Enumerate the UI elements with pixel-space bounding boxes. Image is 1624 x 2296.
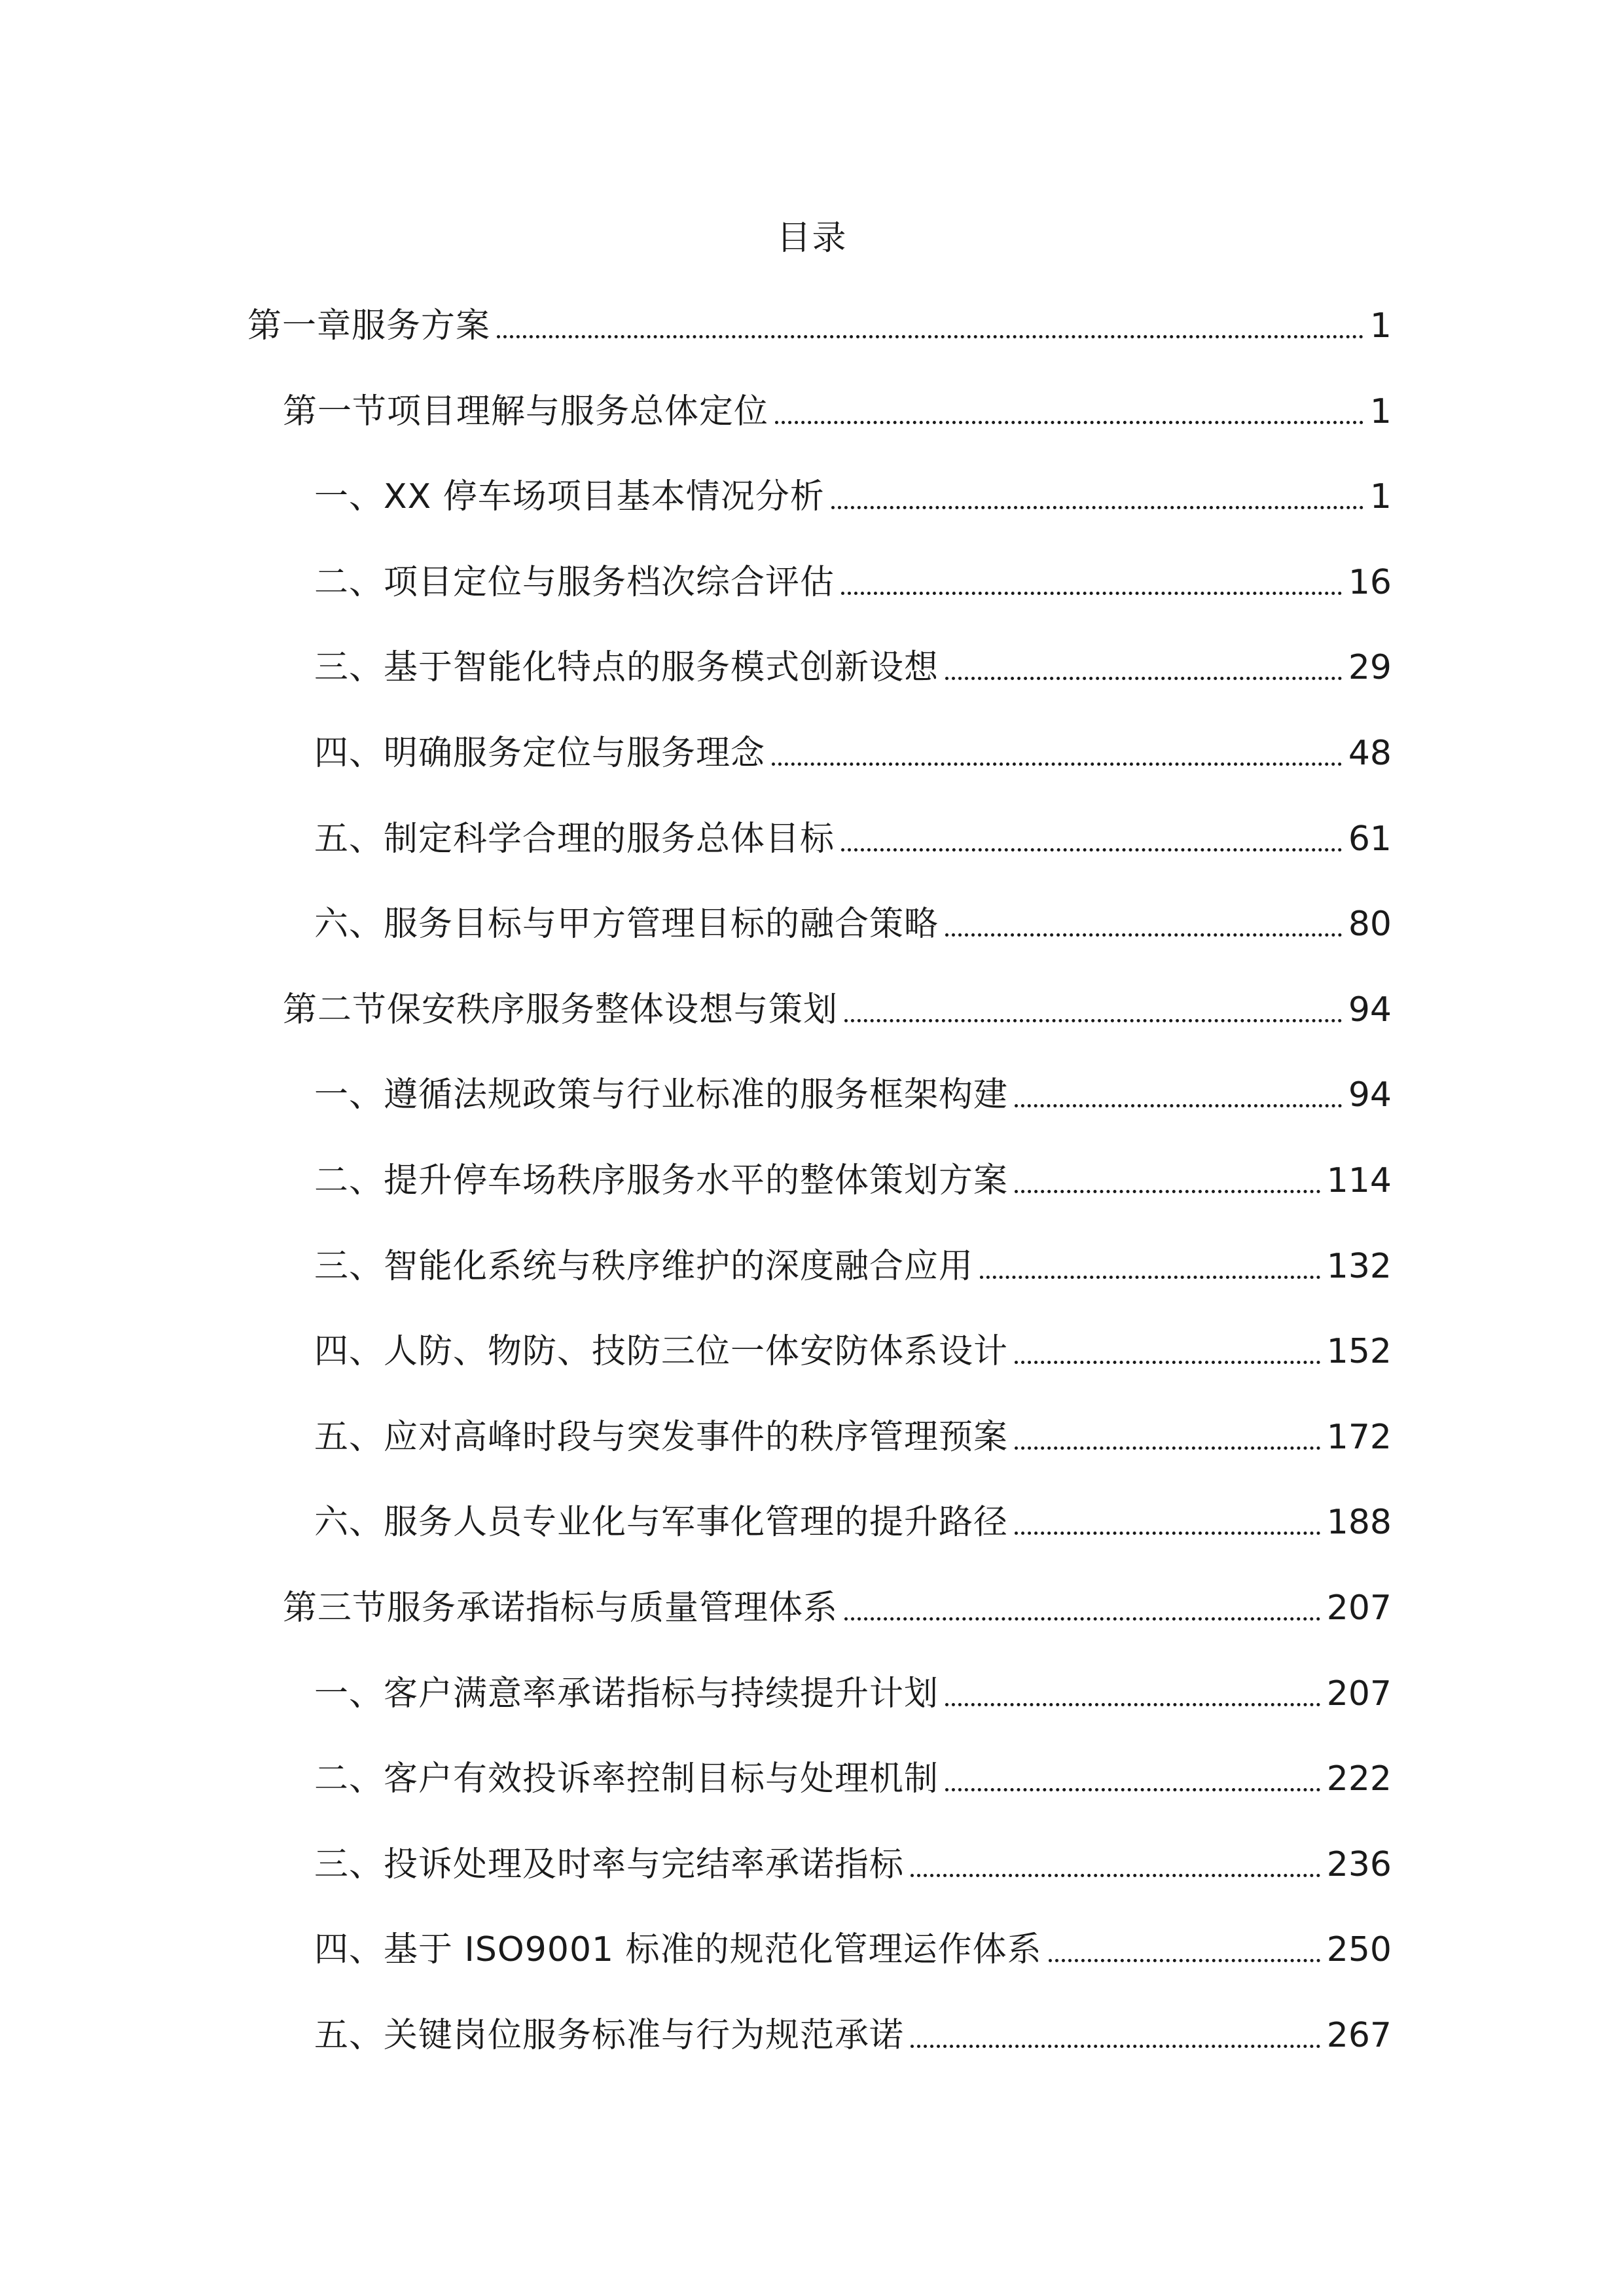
- toc-entry-label: 五、制定科学合理的服务总体目标: [314, 819, 835, 859]
- toc-page-number: 114: [1326, 1161, 1392, 1200]
- toc-dot-leader: [775, 421, 1363, 424]
- toc-section-entry[interactable]: [283, 1581, 1392, 1636]
- toc-subsection-entry[interactable]: [314, 1153, 1392, 1208]
- toc-entry-label: 三、智能化系统与秩序维护的深度融合应用: [314, 1247, 974, 1286]
- toc-entry-label: 一、遵循法规政策与行业标准的服务框架构建: [314, 1075, 1009, 1115]
- toc-page-number: 1: [1369, 306, 1392, 346]
- toc-dot-leader: [831, 506, 1363, 509]
- toc-dot-leader: [945, 933, 1342, 937]
- toc-dot-leader: [945, 677, 1342, 680]
- toc-entry-label: 六、服务目标与甲方管理目标的融合策略: [314, 905, 939, 944]
- toc-chapter-entry[interactable]: [247, 298, 1392, 353]
- toc-page-number: 207: [1326, 1588, 1392, 1628]
- toc-page-number: 172: [1326, 1418, 1392, 1457]
- toc-entry-label: 二、提升停车场秩序服务水平的整体策划方案: [314, 1161, 1009, 1200]
- toc-page-number: 48: [1348, 734, 1392, 773]
- toc-subsection-entry[interactable]: [314, 897, 1392, 952]
- toc-dot-leader: [1015, 1104, 1342, 1107]
- toc-entry-label: 一、XX 停车场项目基本情况分析: [314, 477, 825, 516]
- toc-section-entry[interactable]: [283, 982, 1392, 1037]
- toc-entry-label: 第一节项目理解与服务总体定位: [283, 392, 769, 431]
- toc-page-number: 132: [1326, 1247, 1392, 1286]
- toc-dot-leader: [497, 335, 1363, 338]
- toc-page-number: 1: [1369, 477, 1392, 516]
- toc-entry-label: 四、明确服务定位与服务理念: [314, 734, 766, 773]
- toc-entry-label: 第一章服务方案: [247, 306, 491, 346]
- toc-subsection-entry[interactable]: [314, 1922, 1392, 1977]
- toc-page-number: 222: [1326, 1759, 1392, 1799]
- toc-entry-label: 六、服务人员专业化与军事化管理的提升路径: [314, 1503, 1009, 1542]
- toc-entry-label: 第二节保安秩序服务整体设想与策划: [283, 990, 839, 1030]
- toc-entry-label: 四、基于 ISO9001 标准的规范化管理运作体系: [314, 1930, 1042, 1969]
- toc-entry-label: 三、投诉处理及时率与完结率承诺指标: [314, 1845, 905, 1884]
- toc-subsection-entry[interactable]: [314, 2008, 1392, 2063]
- toc-page-number: 80: [1348, 905, 1392, 944]
- toc-subsection-entry[interactable]: [314, 640, 1392, 695]
- toc-page-number: 188: [1326, 1503, 1392, 1542]
- toc-page-number: 29: [1348, 648, 1392, 687]
- toc-page-number: 207: [1326, 1674, 1392, 1713]
- toc-dot-leader: [1015, 1190, 1320, 1193]
- toc-dot-leader: [1015, 1532, 1320, 1535]
- toc-dot-leader: [911, 2045, 1320, 2048]
- toc-subsection-entry[interactable]: [314, 812, 1392, 867]
- toc-page-number: 250: [1326, 1930, 1392, 1969]
- toc-subsection-entry[interactable]: [314, 1751, 1392, 1806]
- toc-dot-leader: [844, 1617, 1320, 1621]
- toc-subsection-entry[interactable]: [314, 469, 1392, 524]
- toc-entry-label: 一、客户满意率承诺指标与持续提升计划: [314, 1674, 939, 1713]
- toc-entry-label: 第三节服务承诺指标与质量管理体系: [283, 1588, 839, 1628]
- toc-page-number: 152: [1326, 1332, 1392, 1371]
- toc-page-number: 1: [1369, 392, 1392, 431]
- toc-subsection-entry[interactable]: [314, 1067, 1392, 1122]
- toc-dot-leader: [1049, 1959, 1320, 1962]
- toc-subsection-entry[interactable]: [314, 1837, 1392, 1892]
- toc-dot-leader: [911, 1874, 1320, 1877]
- toc-dot-leader: [1015, 1361, 1320, 1364]
- toc-dot-leader: [772, 762, 1342, 766]
- toc-section-entry[interactable]: [283, 384, 1392, 439]
- toc-subsection-entry[interactable]: [314, 1666, 1392, 1721]
- toc-subsection-entry[interactable]: [314, 1410, 1392, 1465]
- toc-dot-leader: [945, 1703, 1320, 1706]
- toc-entry-label: 四、人防、物防、技防三位一体安防体系设计: [314, 1332, 1009, 1371]
- toc-subsection-entry[interactable]: [314, 1239, 1392, 1294]
- toc-subsection-entry[interactable]: [314, 1324, 1392, 1379]
- toc-page-number: 267: [1326, 2016, 1392, 2055]
- toc-dot-leader: [1015, 1446, 1320, 1450]
- toc-entry-label: 三、基于智能化特点的服务模式创新设想: [314, 648, 939, 687]
- toc-page-number: 61: [1348, 819, 1392, 859]
- toc-page-number: 236: [1326, 1845, 1392, 1884]
- toc-page-number: 94: [1348, 990, 1392, 1030]
- toc-page-number: 94: [1348, 1075, 1392, 1115]
- toc-title: 目录: [776, 219, 848, 258]
- toc-dot-leader: [980, 1276, 1320, 1279]
- toc-subsection-entry[interactable]: [314, 1495, 1392, 1550]
- toc-dot-leader: [841, 592, 1342, 595]
- toc-entry-label: 二、客户有效投诉率控制目标与处理机制: [314, 1759, 939, 1799]
- toc-entry-label: 五、应对高峰时段与突发事件的秩序管理预案: [314, 1418, 1009, 1457]
- toc-subsection-entry[interactable]: [314, 726, 1392, 781]
- toc-entry-label: 五、关键岗位服务标准与行为规范承诺: [314, 2016, 905, 2055]
- toc-page-number: 16: [1348, 563, 1392, 602]
- toc-dot-leader: [945, 1788, 1320, 1791]
- toc-subsection-entry[interactable]: [314, 555, 1392, 610]
- toc-entry-label: 二、项目定位与服务档次综合评估: [314, 563, 835, 602]
- toc-dot-leader: [841, 848, 1342, 852]
- toc-dot-leader: [844, 1019, 1342, 1022]
